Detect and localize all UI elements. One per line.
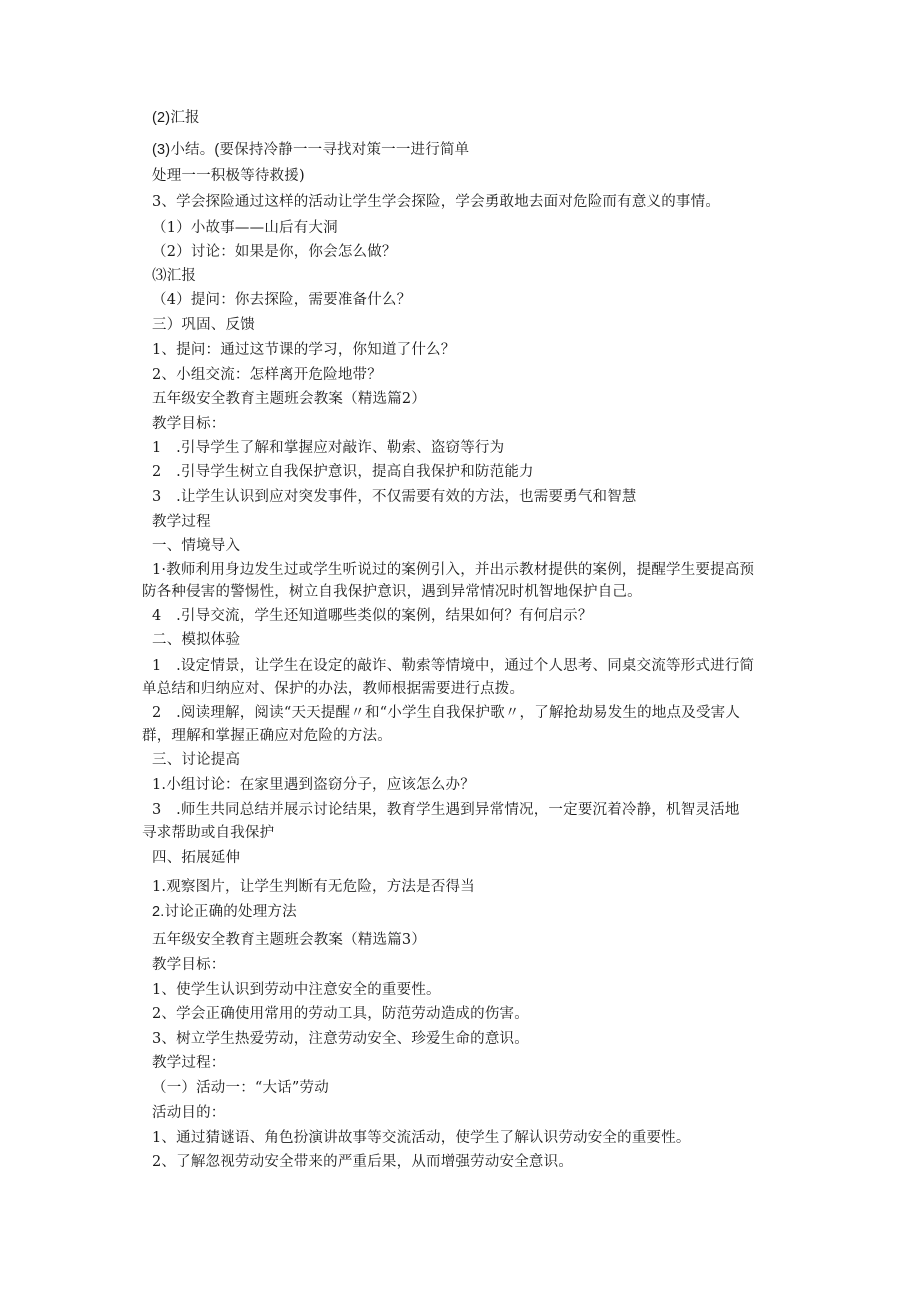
text-line: 群，理解和掌握正确应对危险的方法。 (142, 728, 392, 744)
text-line: 2、了解忽视劳动安全带来的严重后果，从而增强劳动安全意识。 (152, 1154, 574, 1170)
text-line: 1、提问：通过这节课的学习，你知道了什么？ (152, 342, 456, 358)
text-line: 教学目标： (152, 416, 226, 432)
text-line: 单总结和归纳应对、保护的办法，教师根据需要进行点拨。 (142, 681, 525, 697)
text-line: 1 .设定情景，让学生在设定的敲诈、勒索等情境中，通过个人思考、同桌交流等形式进行简 (152, 658, 755, 674)
text-line: 3 .让学生认识到应对突发事件，不仅需要有效的方法，也需要勇气和智慧 (152, 489, 637, 505)
text-line: (2)汇报 (152, 110, 200, 126)
text-line: 3 .师生共同总结并展示讨论结果，教育学生遇到异常情况，一定要沉着冷静，机智灵活地 (152, 802, 740, 818)
text-line: 2、小组交流：怎样离开危险地带？ (152, 367, 382, 383)
text-line: 三）巩固、反馈 (152, 317, 255, 333)
text-line: 教学过程： (152, 1055, 226, 1071)
section-heading: 五年级安全教育主题班会教案（精选篇3） (152, 932, 427, 948)
text-line: 2 .阅读理解，阅读“天天提醒〃和“小学生自我保护歌〃，了解抢劫易发生的地点及受害人 (152, 705, 741, 721)
text-line: （一）活动一：“大话”劳动 (152, 1080, 329, 1096)
text-line: （2）讨论：如果是你，你会怎么做？ (152, 244, 397, 260)
text-line: 2、学会正确使用常用的劳动工具，防范劳动造成的伤害。 (152, 1006, 529, 1022)
text-line: 1.小组讨论：在家里遇到盗窃分子，应该怎么办？ (152, 777, 475, 793)
text-line: 3、树立学生热爱劳动，注意劳动安全、珍爱生命的意识。 (152, 1031, 529, 1047)
text-line: 2 .引导学生树立自我保护意识，提高自我保护和防范能力 (152, 464, 534, 480)
text-line: 三、讨论提高 (152, 752, 241, 768)
text-line: 1、通过猜谜语、角色扮演讲故事等交流活动，使学生了解认识劳动安全的重要性。 (152, 1130, 691, 1146)
text-line: 二、模拟体验 (152, 632, 241, 648)
text-line: 活动目的： (152, 1105, 226, 1121)
text-line: 1、使学生认识到劳动中注意安全的重要性。 (152, 982, 441, 998)
text-line: ⑶汇报 (152, 268, 197, 284)
text-line: 1 .引导学生了解和掌握应对敲诈、勒索、盗窃等行为 (152, 440, 505, 456)
text-line: 防各种侵害的警惕性，树立自我保护意识，遇到异常情况时机智地保护自己。 (142, 584, 642, 600)
text-line: 教学过程 (152, 514, 211, 530)
text-line: 1.观察图片，让学生判断有无危险，方法是否得当 (152, 879, 475, 895)
section-heading: 五年级安全教育主题班会教案（精选篇2） (152, 391, 427, 407)
text-line: 3、学会探险通过这样的活动让学生学会探险，学会勇敢地去面对危险而有意义的事情。 (152, 194, 721, 210)
text-line: 1·教师利用身边发生过或学生听说过的案例引入，并出示教材提供的案例，提醒学生要提高预 (152, 562, 755, 578)
text-line: 2.讨论正确的处理方法 (152, 904, 297, 920)
text-line: 寻求帮助或自我保护 (142, 825, 275, 841)
text-line: 处理一一积极等待救援) (152, 168, 305, 184)
text-line: （1）小故事——山后有大洞 (152, 220, 338, 236)
text-line: 4 .引导交流，学生还知道哪些类似的案例，结果如何？有何启示？ (152, 608, 593, 624)
text-line: (3)小结。(要保持冷静一一寻找对策一一进行简单 (152, 142, 470, 158)
text-line: 一、情境导入 (152, 538, 241, 554)
text-line: 四、拓展延伸 (152, 850, 241, 866)
text-line: 教学目标： (152, 957, 226, 973)
text-line: （4）提问：你去探险，需要准备什么？ (152, 292, 412, 308)
